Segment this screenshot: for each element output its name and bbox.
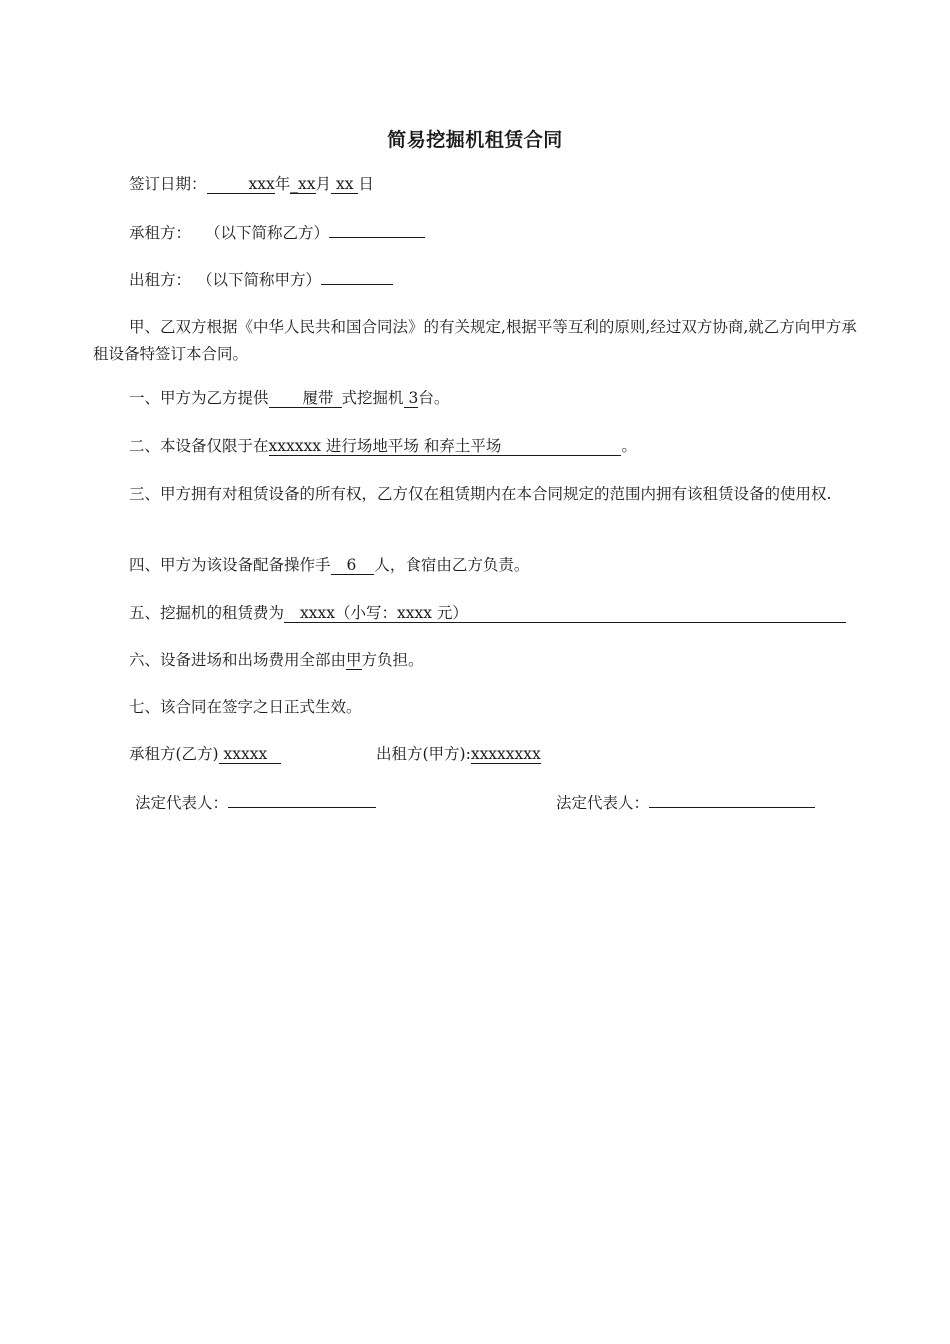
rep-right-blank bbox=[649, 791, 815, 808]
clause-2-place: xxxxxx 进行场地平场 和弃土平场 bbox=[269, 437, 622, 456]
lessor-line bbox=[129, 268, 393, 290]
clause-7: 七、该合同在签字之日正式生效。 bbox=[129, 698, 362, 716]
sign-date-year: xxx bbox=[207, 175, 275, 194]
clause-4 bbox=[129, 555, 529, 575]
clause-1-prefix: 一、甲方为乙方提供 bbox=[129, 389, 269, 407]
rep-left bbox=[135, 791, 376, 813]
clause-3: 三、甲方拥有对租赁设备的所有权，乙方仅在租赁期内在本合同规定的范围内拥有该租赁设备的使用权. bbox=[129, 485, 832, 503]
clause-5 bbox=[129, 603, 846, 623]
lessee-label: 承租方： bbox=[129, 224, 192, 242]
clause-4-prefix: 四、甲方为该设备配备操作手 bbox=[129, 556, 331, 574]
lessee-blank bbox=[329, 221, 425, 238]
document-title: 简易挖掘机租赁合同 bbox=[387, 129, 563, 151]
lessor-note: （以下简称甲方） bbox=[197, 271, 322, 289]
lessor-signature bbox=[376, 744, 541, 764]
clause-5-prefix: 五、挖掘机的租赁费为 bbox=[129, 604, 285, 622]
sign-date-month-unit: 月 bbox=[315, 175, 332, 193]
sign-date-year-unit: 年 bbox=[274, 175, 291, 193]
clause-2-suffix: 。 bbox=[621, 437, 637, 455]
clause-1-suffix: 台。 bbox=[418, 389, 450, 407]
lessor-label: 出租方： bbox=[129, 271, 192, 289]
clause-4-suffix: 人，食宿由乙方负责。 bbox=[374, 556, 530, 574]
clause-1 bbox=[129, 388, 449, 408]
rep-left-label: 法定代表人： bbox=[135, 794, 229, 812]
clause-6 bbox=[129, 650, 424, 670]
clause-2-prefix: 二、本设备仅限于在 bbox=[129, 437, 269, 455]
clause-6-suffix: 方负担。 bbox=[361, 651, 424, 669]
lessee-sign-value: xxxxx bbox=[219, 745, 282, 764]
intro-paragraph: 甲、乙双方根据《中华人民共和国合同法》的有关规定,根据平等互利的原则,经过双方协商,就乙方向甲方承租设备特签订本合同。 bbox=[93, 318, 857, 363]
sign-date-line bbox=[129, 174, 374, 194]
rep-left-blank bbox=[228, 791, 376, 808]
sign-date-label: 签订日期： bbox=[129, 175, 207, 193]
lessee-signature bbox=[129, 744, 281, 764]
clause-1-count: 3 bbox=[404, 389, 419, 408]
clause-6-prefix: 六、设备进场和出场费用全部由 bbox=[129, 651, 347, 669]
lessee-note: （以下简称乙方） bbox=[205, 224, 330, 242]
lessor-sign-value: xxxxxxxx bbox=[470, 745, 541, 763]
rep-right bbox=[556, 791, 815, 813]
lessee-sign-label: 承租方(乙方) bbox=[129, 745, 219, 763]
lessor-sign-label: 出租方(甲方): bbox=[376, 745, 471, 763]
sign-date-day-unit: 日 bbox=[358, 175, 374, 193]
clause-4-count: 6 bbox=[331, 556, 375, 575]
sign-date-day: xx bbox=[331, 175, 358, 194]
clause-2 bbox=[129, 436, 637, 456]
clause-1-type: 履带 bbox=[269, 389, 342, 408]
clause-5-amount: xxxx（小写：xxxx 元） bbox=[284, 604, 846, 623]
lessee-line bbox=[129, 221, 425, 243]
clause-1-middle: 式挖掘机 bbox=[341, 389, 404, 407]
lessor-blank bbox=[321, 268, 393, 285]
clause-6-party: 甲 bbox=[346, 651, 362, 669]
rep-right-label: 法定代表人： bbox=[556, 794, 650, 812]
sign-date-month: _xx bbox=[290, 175, 316, 193]
